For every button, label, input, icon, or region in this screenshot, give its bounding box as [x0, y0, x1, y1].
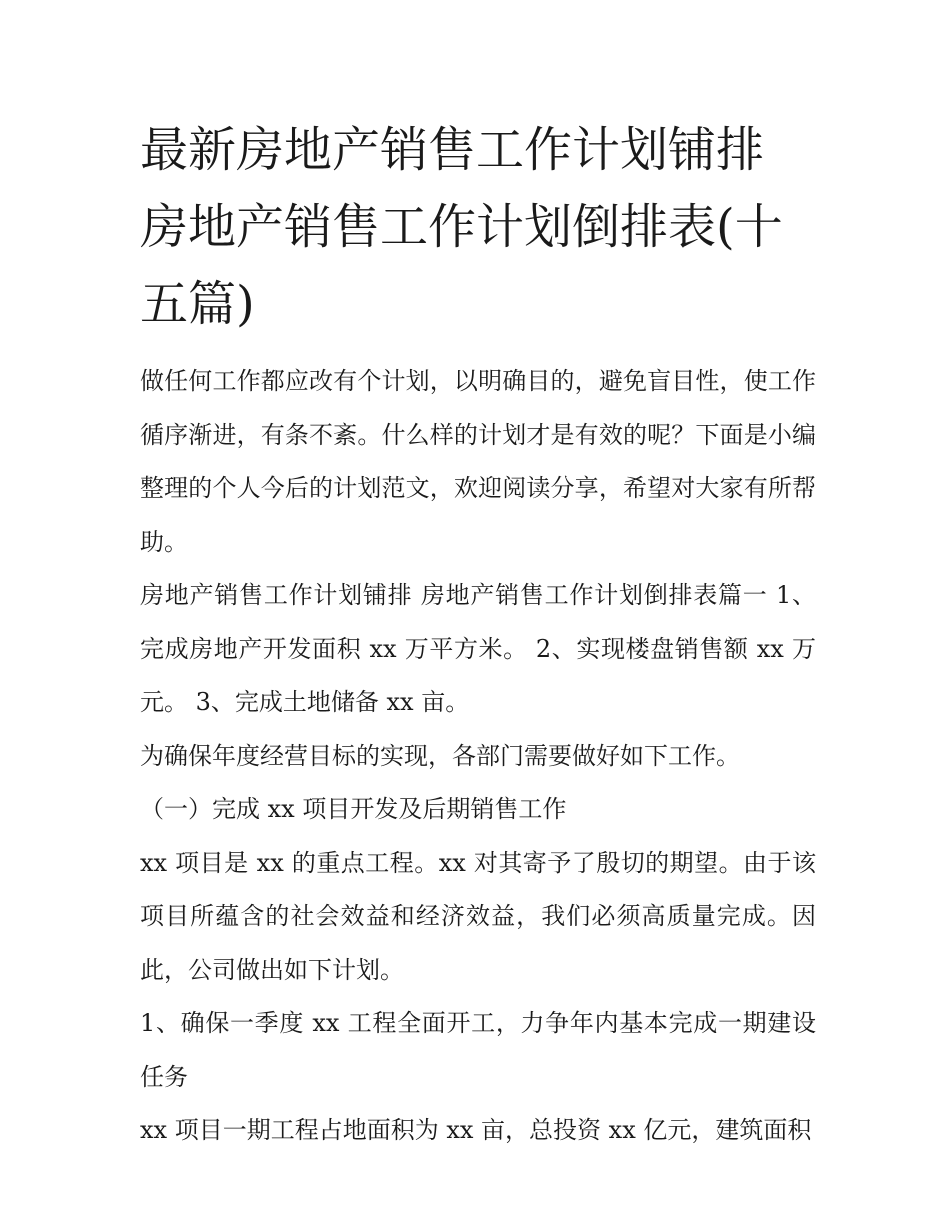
paragraph-departments: 为确保年度经营目标的实现，各部门需要做好如下工作。	[140, 741, 740, 770]
paragraph-intro: 做任何工作都应改有个计划，以明确目的，避免盲目性，使工作循序渐进，有条不紊。什么样的计划才是有效的呢？下面是小编整理的个人今后的计划范文，欢迎阅读分享，希望对大家有所帮助。	[140, 367, 816, 556]
paragraph-goals: 房地产销售工作计划铺排 房地产销售工作计划倒排表篇一 1、完成房地产开发面积 xx 万平方米。 2、实现楼盘销售额 xx 万元。 3、完成土地储备 xx 亩。	[140, 581, 816, 716]
document-title: 最新房地产销售工作计划铺排 房地产销售工作计划倒排表(十五篇)	[140, 122, 783, 332]
section-heading-1: （一）完成 xx 项目开发及后期销售工作	[140, 795, 567, 823]
subsection-heading-1: 1、确保一季度 xx 工程全面开工，力争年内基本完成一期建设任务	[140, 1009, 816, 1091]
paragraph-project: xx 项目是 xx 的重点工程。xx 对其寄予了殷切的期望。由于该项目所蕴含的社会效益和经济效益，我们必须高质量完成。因此，公司做出如下计划。	[140, 848, 816, 984]
document-page	[140, 112, 816, 1158]
paragraph-phase-one: xx 项目一期工程占地面积为 xx 亩，总投资 xx 亿元，建筑面积	[140, 1116, 812, 1144]
